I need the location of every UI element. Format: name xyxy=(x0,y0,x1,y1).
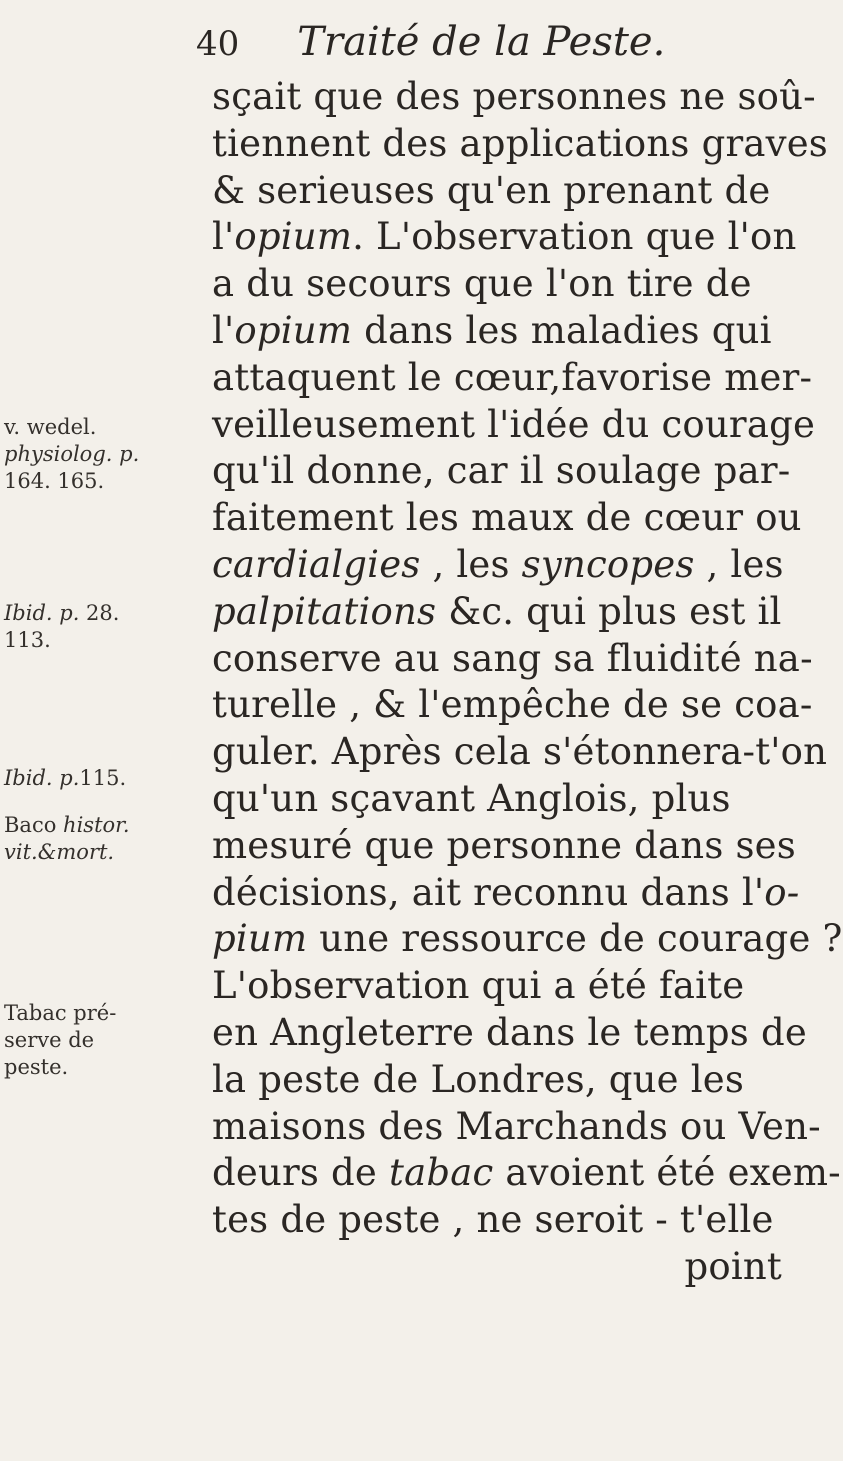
text-line xyxy=(212,1197,792,1244)
text-segment: mesuré que personne dans ses xyxy=(212,823,796,867)
text-segment: dans les maladies qui xyxy=(352,308,772,352)
text-segment: maisons des Marchands ou Ven- xyxy=(212,1104,821,1148)
page-number: 40 xyxy=(196,24,240,64)
text-line xyxy=(212,870,800,917)
text-segment: la peste de Londres, que les xyxy=(212,1057,745,1101)
text-segment: v. wedel. xyxy=(4,415,97,439)
text-segment: sçait que des personnes ne soû- xyxy=(212,75,816,118)
text-segment: tes de peste , ne seroit - t'elle xyxy=(212,1198,774,1242)
text-line xyxy=(212,121,828,168)
text-segment: histor. xyxy=(63,813,130,837)
text-segment: Baco xyxy=(4,813,64,837)
text-line xyxy=(212,1244,792,1291)
text-segment: opium xyxy=(234,215,353,259)
text-segment: vit.&mort. xyxy=(4,840,115,864)
text-line xyxy=(212,214,797,261)
text-segment: qu'il donne, car il soulage par- xyxy=(212,449,791,493)
text-line xyxy=(212,636,813,683)
text-segment: attaquent le cœur,favorise mer- xyxy=(212,355,813,399)
text-segment: qu'un sçavant Anglois, plus xyxy=(212,776,731,820)
text-line xyxy=(212,1104,821,1151)
text-segment: serve de xyxy=(4,1028,95,1052)
text-segment: physiolog. p. xyxy=(4,442,140,466)
text-segment: avoient été exem- xyxy=(493,1151,841,1195)
text-segment: Ibid. p. xyxy=(4,766,80,790)
text-segment: point xyxy=(684,1244,782,1288)
text-line xyxy=(212,308,792,355)
text-segment: palpitations xyxy=(212,589,437,633)
margin-note-line xyxy=(4,1054,210,1081)
text-segment: l' xyxy=(212,215,235,259)
text-segment: , les xyxy=(420,542,522,586)
text-segment: . L'observation que l'on xyxy=(352,215,797,259)
text-line xyxy=(212,355,813,402)
text-line xyxy=(212,729,828,776)
text-segment: deurs de xyxy=(212,1151,389,1195)
text-segment: L'observation qui a été faite xyxy=(212,964,745,1008)
text-line xyxy=(212,1150,841,1197)
text-segment: faitement les maux de cœur ou xyxy=(212,496,802,540)
page-header xyxy=(196,12,716,72)
text-segment: 113. xyxy=(4,628,51,652)
text-segment: l' xyxy=(212,308,235,352)
text-segment: en Angleterre dans le temps de xyxy=(212,1010,807,1054)
text-segment: 115. xyxy=(79,766,127,790)
text-line xyxy=(212,261,792,308)
text-segment: opium xyxy=(234,308,353,352)
margin-note-line xyxy=(4,468,210,495)
text-line xyxy=(212,682,813,729)
margin-note-line xyxy=(4,765,210,792)
text-line xyxy=(212,589,792,636)
text-segment: décisions, ait reconnu dans l' xyxy=(212,870,765,914)
text-segment: &c. qui plus est il xyxy=(436,589,782,633)
text-segment: une ressource de courage ? xyxy=(307,917,843,961)
text-line xyxy=(212,168,792,215)
text-segment: Tabac pré- xyxy=(4,1001,117,1025)
margin-note-line xyxy=(4,627,210,654)
text-line xyxy=(212,495,802,542)
text-segment: cardialgies xyxy=(212,542,421,586)
text-segment: , les xyxy=(694,542,784,586)
text-line xyxy=(212,916,843,963)
running-title: Traité de la Peste. xyxy=(297,19,666,65)
text-segment: 28. xyxy=(79,601,120,625)
text-line xyxy=(212,776,792,823)
text-line xyxy=(212,963,792,1010)
text-segment: tabac xyxy=(389,1151,494,1195)
margin-note-tabac xyxy=(4,1000,210,1081)
margin-note-ibid-28 xyxy=(4,600,210,654)
text-segment: a du secours que l'on tire de xyxy=(212,262,752,306)
text-segment: peste. xyxy=(4,1055,69,1079)
text-segment: syncopes xyxy=(521,542,695,586)
body-text xyxy=(212,74,843,1291)
margin-note-line xyxy=(4,812,210,839)
text-segment: o- xyxy=(764,870,800,914)
text-line xyxy=(212,1057,792,1104)
text-segment: conserve au sang sa fluidité na- xyxy=(212,636,813,680)
margin-note-wedel xyxy=(4,414,210,495)
text-segment: pium xyxy=(212,917,308,961)
text-line xyxy=(212,1010,807,1057)
margin-note-line xyxy=(4,1000,210,1027)
text-segment: Ibid. p. xyxy=(4,601,80,625)
text-line xyxy=(212,448,792,495)
margin-note-line xyxy=(4,441,210,468)
text-line xyxy=(212,823,796,870)
margin-note-ibid-115 xyxy=(4,765,210,792)
text-line xyxy=(212,542,792,589)
text-segment: guler. Après cela s'étonnera-t'on xyxy=(212,730,828,774)
margin-note-bacon xyxy=(4,812,210,866)
text-segment: veilleusement l'idée du courage xyxy=(212,402,816,446)
text-line xyxy=(212,74,816,121)
margin-note-line xyxy=(4,414,210,441)
text-segment: 164. 165. xyxy=(4,469,105,493)
margin-note-line xyxy=(4,1027,210,1054)
margin-note-line xyxy=(4,839,210,866)
text-segment: tiennent des applications graves xyxy=(212,121,828,165)
margin-note-line xyxy=(4,600,210,627)
text-line xyxy=(212,402,816,449)
text-segment: & serieuses qu'en prenant de xyxy=(212,168,771,212)
text-segment: turelle , & l'empêche de se coa- xyxy=(212,683,813,727)
